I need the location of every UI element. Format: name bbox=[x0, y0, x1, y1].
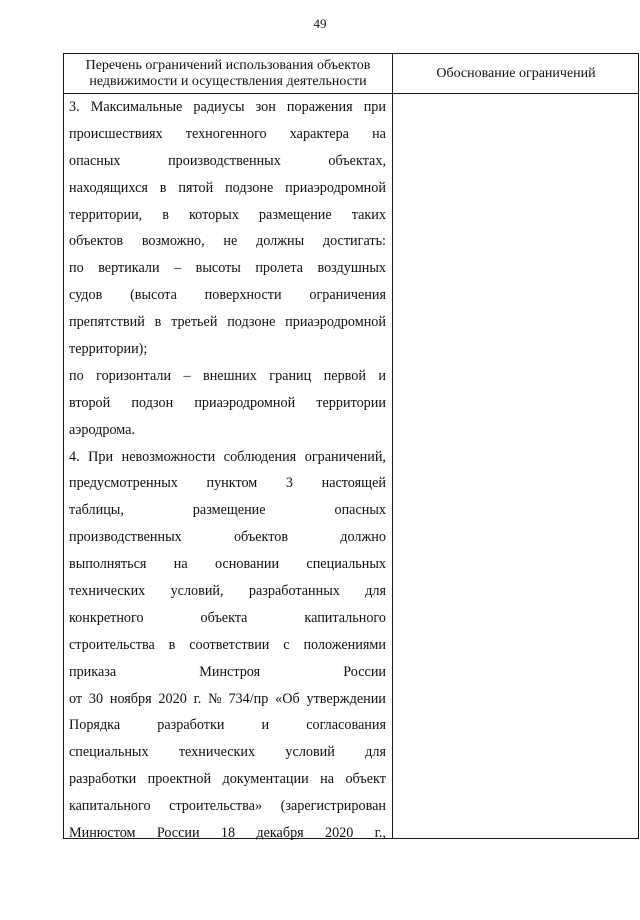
header-restrictions-list bbox=[64, 58, 392, 90]
restrictions-table bbox=[63, 53, 639, 842]
text-line: происшествиях техногенного характера на bbox=[69, 125, 386, 142]
column-divider bbox=[392, 54, 393, 838]
table-header-row bbox=[64, 54, 638, 94]
text-line: опасных производственных объектах, bbox=[69, 152, 386, 169]
text-line: объектов возможно, не должны достигать: bbox=[69, 233, 386, 250]
header-justification: Обоснование ограничений bbox=[436, 66, 596, 81]
text-line: приказа Минстроя России bbox=[69, 663, 386, 680]
text-line: 4. При невозможности соблюдения ограничений, bbox=[69, 448, 386, 465]
text-line: 3. Максимальные радиусы зон поражения при bbox=[69, 99, 386, 115]
text-line: территории, в которых размещение таких bbox=[69, 206, 386, 223]
text-line: конкретного объекта капитального bbox=[69, 609, 386, 626]
text-line: капитального строительства» (зарегистрирован bbox=[69, 798, 386, 815]
text-line: таблицы, размещение опасных bbox=[69, 502, 386, 519]
header-left-line: Перечень ограничений использования объектов bbox=[85, 58, 371, 73]
text-line: судов (высота поверхности ограничения bbox=[69, 287, 386, 304]
text-line: выполняться на основании специальных bbox=[69, 556, 386, 573]
text-line: Порядка разработки и согласования bbox=[69, 717, 386, 734]
text-line: разработки проектной документации на объект bbox=[69, 771, 386, 788]
text-line: строительства в соответствии с положениями bbox=[69, 636, 386, 653]
restrictions-text-cell bbox=[69, 94, 386, 847]
text-line: по горизонтали – внешних границ первой и bbox=[69, 367, 386, 384]
text-line: находящихся в пятой подзоне приаэродромной bbox=[69, 179, 386, 196]
text-line: предусмотренных пунктом 3 настоящей bbox=[69, 475, 386, 492]
text-line: технических условий, разработанных для bbox=[69, 583, 386, 600]
text-line: территории); bbox=[69, 341, 148, 358]
header-left-line: недвижимости и осуществления деятельности bbox=[89, 74, 367, 89]
text-line: от 30 ноября 2020 г. № 734/пр «Об утверждении bbox=[69, 690, 386, 707]
text-line: препятствий в третьей подзоне приаэродромной bbox=[69, 314, 386, 331]
text-line: второй подзон приаэродромной территории bbox=[69, 394, 386, 411]
page-number: 49 bbox=[313, 16, 327, 31]
text-line: Минюстом России 18 декабря 2020 г., bbox=[69, 825, 386, 842]
text-line: производственных объектов должно bbox=[69, 529, 386, 546]
text-line: аэродрома. bbox=[69, 421, 136, 438]
text-line: специальных технических условий для bbox=[69, 744, 386, 761]
text-line: по вертикали – высоты пролета воздушных bbox=[69, 260, 386, 277]
